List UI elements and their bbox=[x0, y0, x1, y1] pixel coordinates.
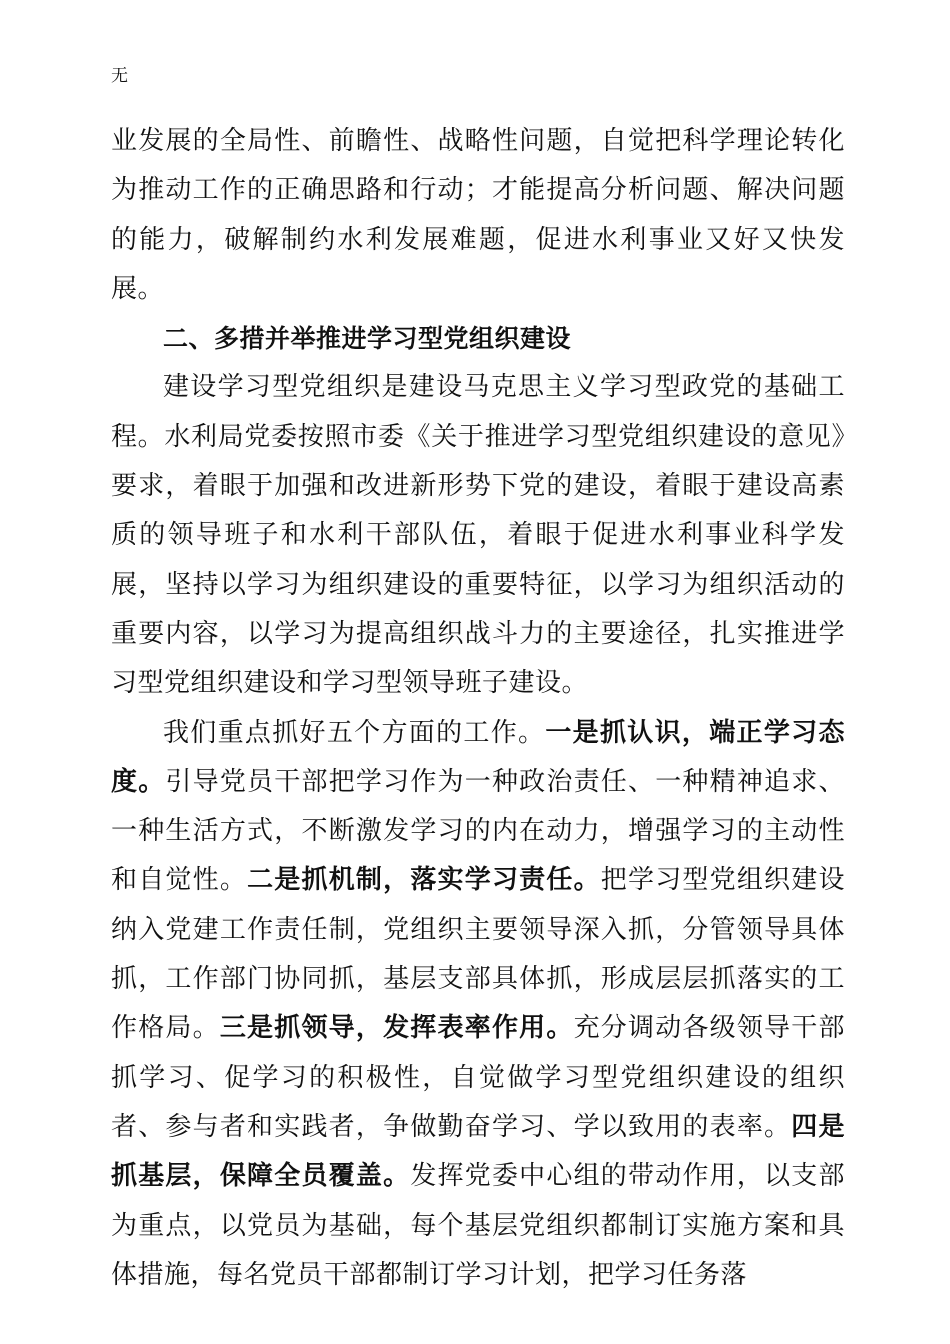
paragraph-continuation: 业发展的全局性、前瞻性、战略性问题，自觉把科学理论转化为推动工作的正确思路和行动；才能提高分析问题、解决问题的能力，破解制约水利发展难题，促进水利事业又好又快发展。 bbox=[111, 126, 845, 304]
point-2-heading: 二是抓机制，落实学习责任。 bbox=[247, 865, 601, 896]
point-3-heading: 三是抓领导，发挥表率作用。 bbox=[219, 1013, 574, 1044]
paragraph-intro: 我们重点抓好五个方面的工作。 bbox=[163, 717, 546, 748]
header-mark: 无 bbox=[111, 66, 128, 86]
point-4-text: 发挥党委中心组的带动作用，以支部为重点，以党员为基础，每个基层党组织都制订实施方案和具体措施，每名党员干部都制订学习计划，把学习任务落 bbox=[111, 1161, 845, 1290]
paragraph-five-aspects bbox=[111, 709, 845, 1301]
point-4-heading: 四是抓基层，保障全员覆盖。 bbox=[111, 1111, 845, 1192]
point-3-text: 充分调动各级领导干部抓学习、促学习的积极性，自觉做学习型党组织建设的组织者、参与者和实践者，争做勤奋学习、学以致用的表率。 bbox=[111, 1013, 845, 1142]
point-2-text: 把学习型党组织建设纳入党建工作责任制，党组织主要领导深入抓，分管领导具体抓，工作部门协同抓，基层支部具体抓，形成层层抓落实的工作格局。 bbox=[111, 865, 845, 1044]
point-1-text: 引导党员干部把学习作为一种政治责任、一种精神追求、一种生活方式，不断激发学习的内在动力，增强学习的主动性和自觉性。 bbox=[111, 766, 845, 896]
document-body bbox=[111, 117, 845, 1300]
section-heading: 二、多措并举推进学习型党组织建设 bbox=[163, 324, 572, 354]
paragraph-learning-party: 建设学习型党组织是建设马克思主义学习型政党的基础工程。水利局党委按照市委《关于推进学习型党组织建设的意见》要求，着眼于加强和改进新形势下党的建设，着眼于建设高素质的领导班子和水利干部队伍，着眼于促进水利事业科学发展，坚持以学习为组织建设的重要特征，以学习为组织活动的重要内容，以学习为提高组织战斗力的主要途径，扎实推进学习型党组织建设和学习型领导班子建设。 bbox=[111, 372, 845, 699]
point-1-heading: 一是抓认识，端正学习态度。 bbox=[111, 717, 845, 797]
